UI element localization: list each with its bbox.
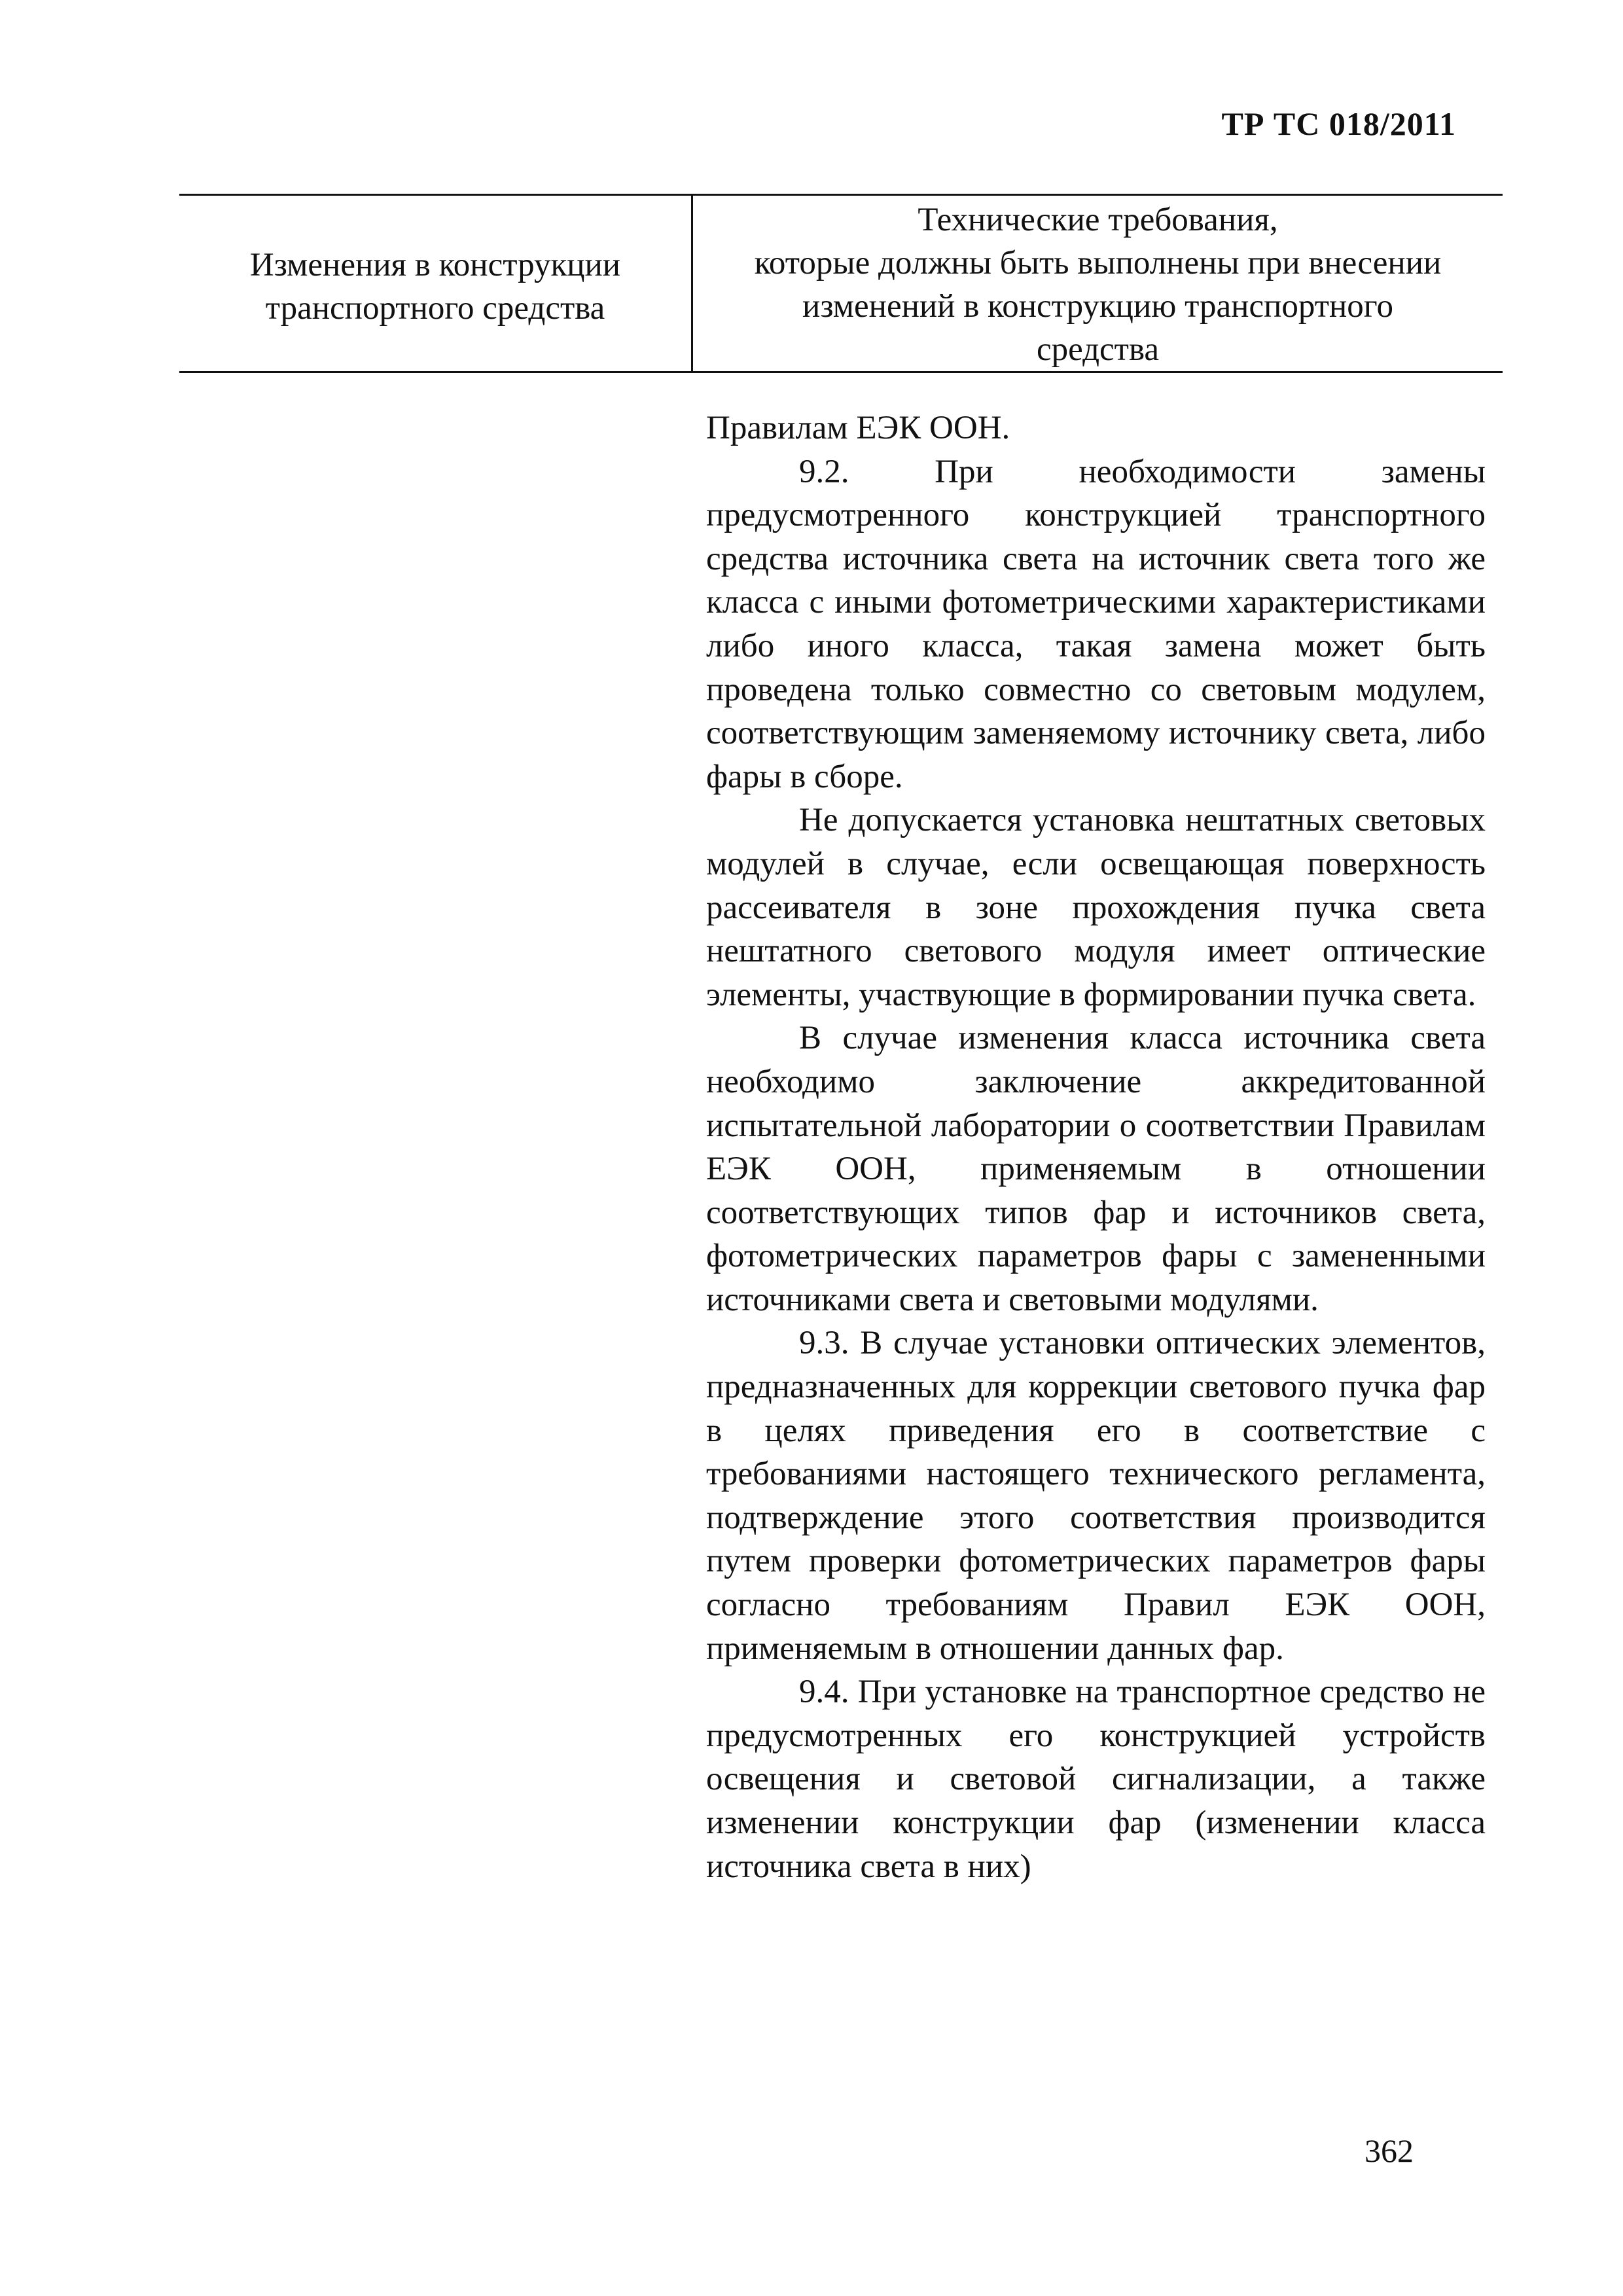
table-header-bottom-rule [179,371,1503,373]
table-top-rule [179,194,1503,196]
document-code: ТР ТС 018/2011 [1221,105,1456,142]
table-header-left [179,243,691,330]
paragraph-9-3: 9.3. В случае установки оптических элементов, предназначенных для коррекции светового пучка фар в целях приведения его в соответствие с требованиями настоящего технического регламента, подтверждение этого соответствия производится путем проверки фотометрических параметров фары согласно требованиям Правил ЕЭК ООН, применяемым в отношении данных фар. [706,1325,1486,1667]
table-header-right [693,198,1503,371]
paragraph-9-4: 9.4. При установке на транспортное средство не предусмотренных его конструкцией устройств освещения и световой сигнализации, а также изменении конструкции фар (изменении класса источника света в них) [706,1674,1486,1885]
table-header-right-line: которые должны быть выполнены при внесении [754,245,1442,281]
page-number: 362 [1364,2132,1414,2169]
table-header-left-line: транспортного средства [265,290,605,327]
paragraph-9-2: 9.2. При необходимости замены предусмотренного конструкцией транспортного средства источника света на источник света того же класса с иными фотометрическими характеристиками либо иного класса, такая замена может быть проведена только совместно со световым модулем, соответствующим заменяемому источнику света, либо фары в сборе. [706,453,1486,795]
requirements-text [706,406,1486,1888]
paragraph-class-change: В случае изменения класса источника света необходимо заключение аккредитованной испытательной лаборатории о соответствии Правилам ЕЭК ООН, применяемым в отношении соответствующих типов фар и источников света, фотометрических параметров фары с замененными источниками света и световыми модулями. [706,1020,1486,1318]
table-header-right-line: средства [1036,331,1160,368]
paragraph-continuation: Правилам ЕЭК ООН. [706,410,1010,446]
table-header-left-line: Изменения в конструкции [249,247,621,283]
table-header-right-line: изменений в конструкцию транспортного [802,288,1393,325]
table-header-right-line: Технические требования, [918,202,1278,238]
paragraph-nonstandard-modules: Не допускается установка нештатных световых модулей в случае, если освещающая поверхность рассеивателя в зоне прохождения пучка света нештатного светового модуля имеет оптические элементы, участвующие в формировании пучка света. [706,802,1486,1013]
